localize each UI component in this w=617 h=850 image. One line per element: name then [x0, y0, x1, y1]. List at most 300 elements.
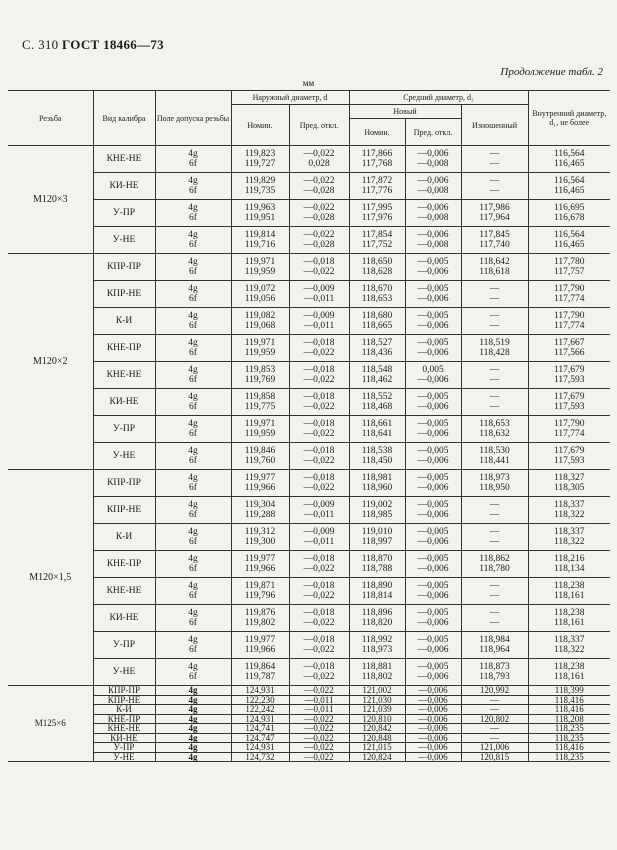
cell-value: 117,790	[554, 284, 585, 294]
cell-value: —	[489, 510, 500, 520]
col-thread: Резьба	[8, 91, 93, 146]
cell-value: —0,006	[417, 321, 449, 331]
cell-value: 119,769	[244, 375, 276, 385]
cell-value: 4g	[188, 257, 198, 267]
pitch-deviation-cell	[405, 497, 461, 524]
outer-deviation-cell	[289, 605, 349, 632]
pitch-worn-cell: 120,815	[461, 752, 528, 762]
inner-diameter-cell: 118,416	[528, 705, 610, 715]
pitch-nominal-cell	[349, 497, 405, 524]
cell-value: 6f	[189, 240, 197, 250]
pitch-deviation-cell	[405, 335, 461, 362]
outer-nominal-cell	[231, 389, 289, 416]
outer-deviation-cell	[289, 497, 349, 524]
cell-value: —0,005	[417, 284, 449, 294]
cell-value: 118,337	[554, 527, 585, 537]
gauge-type-cell: У-НЕ	[93, 752, 155, 762]
cell-value: 118,788	[361, 564, 393, 574]
cell-value: —	[489, 591, 500, 601]
tolerance-cell: 4g	[155, 695, 231, 705]
cell-value: 119,787	[244, 672, 276, 682]
pitch-deviation-cell: —0,006	[405, 686, 461, 696]
pitch-deviation-cell	[405, 308, 461, 335]
gauge-type-cell: КПР-НЕ	[93, 695, 155, 705]
pitch-worn-cell	[461, 470, 528, 497]
cell-value: —	[489, 365, 500, 375]
tolerance-cell	[155, 659, 231, 686]
cell-value: —0,006	[417, 618, 449, 628]
cell-value: 6f	[189, 159, 197, 169]
cell-value: 117,986	[479, 203, 510, 213]
outer-nominal-cell	[231, 362, 289, 389]
pitch-nominal-cell	[349, 605, 405, 632]
outer-nominal-cell: 124,741	[231, 724, 289, 734]
cell-value: —	[489, 284, 500, 294]
cell-value: 119,829	[244, 176, 276, 186]
gauge-type-cell: КИ-НЕ	[93, 389, 155, 416]
outer-nominal-cell	[231, 578, 289, 605]
cell-value: 119,876	[244, 608, 276, 618]
cell-value: 119,977	[244, 554, 276, 564]
cell-value: 6f	[189, 429, 197, 439]
outer-deviation-cell: —0,022	[289, 752, 349, 762]
cell-value: 117,566	[554, 348, 585, 358]
cell-value: 118,322	[554, 537, 585, 547]
pitch-deviation-cell	[405, 389, 461, 416]
cell-value: 118,960	[361, 483, 393, 493]
cell-value: 0,005	[422, 365, 444, 375]
cell-value: 118,161	[554, 591, 585, 601]
cell-value: 119,966	[244, 645, 276, 655]
gauge-type-cell: У-ПР	[93, 632, 155, 659]
table-row	[8, 173, 610, 200]
cell-value: 119,068	[244, 321, 276, 331]
cell-value: —0,022	[303, 402, 335, 412]
pitch-worn-cell	[461, 659, 528, 686]
pitch-nominal-cell	[349, 173, 405, 200]
gauge-dimensions-table	[8, 90, 610, 762]
pitch-deviation-cell	[405, 578, 461, 605]
cell-value: 118,462	[361, 375, 393, 385]
cell-value: —0,006	[417, 672, 449, 682]
cell-value: 118,964	[479, 645, 510, 655]
inner-diameter-cell: 118,416	[528, 695, 610, 705]
cell-value: —0,022	[303, 203, 335, 213]
cell-value: —0,006	[417, 483, 449, 493]
inner-diameter-cell	[528, 200, 610, 227]
cell-value: 118,436	[361, 348, 393, 358]
pitch-nominal-cell	[349, 308, 405, 335]
cell-value: —	[489, 537, 500, 547]
cell-value: —0,005	[417, 392, 449, 402]
cell-value: 4g	[188, 176, 198, 186]
cell-value: 119,971	[244, 419, 276, 429]
pitch-deviation-cell	[405, 551, 461, 578]
pitch-nominal-cell: 120,848	[349, 733, 405, 743]
tolerance-cell	[155, 632, 231, 659]
cell-value: 118,441	[479, 456, 510, 466]
outer-nominal-cell: 124,931	[231, 714, 289, 724]
cell-value: 6f	[189, 564, 197, 574]
cell-value: 118,641	[361, 429, 393, 439]
cell-value: 117,774	[554, 429, 585, 439]
cell-value: 4g	[188, 527, 198, 537]
tolerance-cell: 4g	[155, 714, 231, 724]
cell-value: 117,667	[554, 338, 585, 348]
page-header	[22, 37, 164, 53]
tolerance-cell: 4g	[155, 705, 231, 715]
pitch-nominal-cell: 121,002	[349, 686, 405, 696]
outer-nominal-cell	[231, 551, 289, 578]
cell-value: 119,288	[244, 510, 276, 520]
gauge-type-cell: КПР-ПР	[93, 470, 155, 497]
outer-nominal-cell	[231, 281, 289, 308]
outer-nominal-cell	[231, 470, 289, 497]
cell-value: 118,161	[554, 618, 585, 628]
gauge-type-cell: КИ-НЕ	[93, 173, 155, 200]
gauge-type-cell: К-И	[93, 308, 155, 335]
thread-group	[8, 254, 610, 470]
cell-value: 118,519	[479, 338, 510, 348]
outer-deviation-cell	[289, 632, 349, 659]
cell-value: 117,679	[554, 365, 585, 375]
cell-value: 116,564	[554, 176, 585, 186]
cell-value: —0,018	[303, 635, 335, 645]
cell-value: 117,780	[554, 257, 585, 267]
pitch-deviation-cell	[405, 470, 461, 497]
pitch-nominal-cell	[349, 524, 405, 551]
cell-value: 118,548	[361, 365, 393, 375]
cell-value: 119,871	[244, 581, 276, 591]
cell-value: —	[489, 294, 500, 304]
outer-deviation-cell: —0,022	[289, 724, 349, 734]
inner-diameter-cell	[528, 308, 610, 335]
table-row	[8, 605, 610, 632]
cell-value: 4g	[188, 284, 198, 294]
cell-value: —0,006	[417, 203, 449, 213]
gauge-type-cell: КНЕ-ПР	[93, 714, 155, 724]
cell-value: —0,005	[417, 581, 449, 591]
pitch-worn-cell	[461, 416, 528, 443]
cell-value: —0,022	[303, 429, 335, 439]
cell-value: 117,774	[554, 294, 585, 304]
pitch-deviation-cell	[405, 524, 461, 551]
cell-value: 119,002	[361, 500, 393, 510]
cell-value: —0,011	[303, 321, 335, 331]
table-row	[8, 578, 610, 605]
cell-value: —0,018	[303, 662, 335, 672]
cell-value: 0,028	[308, 159, 330, 169]
cell-value: —0,011	[303, 294, 335, 304]
tolerance-cell	[155, 416, 231, 443]
cell-value: 4g	[188, 365, 198, 375]
inner-diameter-cell	[528, 416, 610, 443]
cell-value: 4g	[188, 500, 198, 510]
cell-value: 117,790	[554, 419, 585, 429]
cell-value: —0,009	[303, 500, 335, 510]
cell-value: 4g	[188, 338, 198, 348]
cell-value: 118,327	[554, 473, 585, 483]
cell-value: 117,976	[361, 213, 393, 223]
cell-value: 117,593	[554, 456, 585, 466]
pitch-worn-cell	[461, 200, 528, 227]
pitch-deviation-cell: —0,006	[405, 724, 461, 734]
pitch-nominal-cell: 121,015	[349, 743, 405, 753]
cell-value: 119,959	[244, 348, 276, 358]
tolerance-cell: 4g	[155, 686, 231, 696]
cell-value: —0,008	[417, 213, 449, 223]
cell-value: 4g	[188, 149, 198, 159]
cell-value: —0,022	[303, 456, 335, 466]
cell-value: —0,006	[417, 267, 449, 277]
outer-deviation-cell	[289, 551, 349, 578]
cell-value: 119,735	[244, 186, 276, 196]
cell-value: 4g	[188, 662, 198, 672]
cell-value: 118,780	[479, 564, 510, 574]
cell-value: 118,661	[361, 419, 393, 429]
cell-value: 119,963	[244, 203, 276, 213]
cell-value: 118,890	[361, 581, 393, 591]
tolerance-cell	[155, 254, 231, 281]
tolerance-cell	[155, 281, 231, 308]
cell-value: 119,304	[244, 500, 276, 510]
cell-value: 118,468	[361, 402, 393, 412]
tolerance-cell: 4g	[155, 724, 231, 734]
outer-deviation-cell	[289, 254, 349, 281]
cell-value: 6f	[189, 267, 197, 277]
cell-value: 119,775	[244, 402, 276, 412]
cell-value: —0,006	[417, 230, 449, 240]
cell-value: —	[489, 186, 500, 196]
cell-value: 118,653	[361, 294, 393, 304]
cell-value: —0,022	[303, 149, 335, 159]
gauge-type-cell: К-И	[93, 524, 155, 551]
cell-value: —0,006	[417, 375, 449, 385]
col-gauge-type: Вид калибра	[93, 91, 155, 146]
cell-value: 118,814	[361, 591, 393, 601]
cell-value: 118,984	[479, 635, 510, 645]
cell-value: 118,896	[361, 608, 393, 618]
cell-value: —	[489, 402, 500, 412]
cell-value: 118,862	[479, 554, 510, 564]
pitch-deviation-cell: —0,006	[405, 752, 461, 762]
gauge-type-cell: У-НЕ	[93, 659, 155, 686]
outer-nominal-cell	[231, 605, 289, 632]
table-row	[8, 146, 610, 173]
cell-value: —0,022	[303, 564, 335, 574]
outer-deviation-cell: —0,022	[289, 714, 349, 724]
pitch-worn-cell: —	[461, 733, 528, 743]
gauge-type-cell: КНЕ-НЕ	[93, 146, 155, 173]
outer-deviation-cell	[289, 173, 349, 200]
gauge-type-cell: КНЕ-ПР	[93, 335, 155, 362]
pitch-nominal-cell: 120,824	[349, 752, 405, 762]
cell-value: 117,866	[361, 149, 393, 159]
inner-diameter-cell	[528, 578, 610, 605]
col-tolerance: Поле допуска резьбы	[155, 91, 231, 146]
cell-value: 117,845	[479, 230, 510, 240]
cell-value: 119,082	[244, 311, 276, 321]
table-row	[8, 281, 610, 308]
cell-value: 118,450	[361, 456, 393, 466]
cell-value: 118,985	[361, 510, 393, 520]
pitch-worn-cell	[461, 254, 528, 281]
gauge-type-cell: У-ПР	[93, 416, 155, 443]
cell-value: 6f	[189, 402, 197, 412]
cell-value: —0,005	[417, 662, 449, 672]
table-row	[8, 659, 610, 686]
gauge-type-cell: КНЕ-НЕ	[93, 578, 155, 605]
cell-value: —0,006	[417, 176, 449, 186]
inner-diameter-cell	[528, 551, 610, 578]
cell-value: 118,653	[479, 419, 510, 429]
cell-value: 118,527	[361, 338, 393, 348]
pitch-worn-cell: —	[461, 724, 528, 734]
inner-diameter-cell: 118,235	[528, 733, 610, 743]
cell-value: —	[489, 500, 500, 510]
cell-value: 118,873	[479, 662, 510, 672]
outer-nominal-cell: 124,732	[231, 752, 289, 762]
inner-diameter-cell	[528, 362, 610, 389]
outer-deviation-cell	[289, 146, 349, 173]
cell-value: 118,337	[554, 500, 585, 510]
cell-value: 6f	[189, 321, 197, 331]
gauge-type-cell: КПР-ПР	[93, 254, 155, 281]
pitch-deviation-cell	[405, 605, 461, 632]
cell-value: 118,322	[554, 645, 585, 655]
pitch-deviation-cell	[405, 632, 461, 659]
pitch-nominal-cell: 121,030	[349, 695, 405, 705]
cell-value: 117,757	[554, 267, 585, 277]
cell-value: 6f	[189, 186, 197, 196]
tolerance-cell: 4g	[155, 743, 231, 753]
cell-value: 6f	[189, 294, 197, 304]
tolerance-cell: 4g	[155, 752, 231, 762]
cell-value: 6f	[189, 537, 197, 547]
pitch-nominal-cell: 120,810	[349, 714, 405, 724]
inner-diameter-cell: 118,235	[528, 724, 610, 734]
table-continuation-note: Продолжение табл. 2	[500, 66, 603, 78]
cell-value: 116,564	[554, 149, 585, 159]
cell-value: 118,161	[554, 672, 585, 682]
cell-value: —	[489, 581, 500, 591]
cell-value: 4g	[188, 311, 198, 321]
cell-value: 119,716	[244, 240, 276, 250]
table-row	[8, 389, 610, 416]
pitch-deviation-cell: —0,006	[405, 743, 461, 753]
cell-value: —0,005	[417, 635, 449, 645]
cell-value: —0,018	[303, 338, 335, 348]
outer-nominal-cell	[231, 254, 289, 281]
cell-value: 118,973	[361, 645, 393, 655]
gauge-type-cell: У-НЕ	[93, 443, 155, 470]
cell-value: 118,997	[361, 537, 393, 547]
cell-value: 117,752	[361, 240, 393, 250]
cell-value: 116,465	[554, 240, 585, 250]
cell-value: —0,018	[303, 473, 335, 483]
cell-value: —0,022	[303, 672, 335, 682]
thread-label: М125×6	[8, 686, 93, 762]
tolerance-cell	[155, 443, 231, 470]
tolerance-cell	[155, 173, 231, 200]
col-pitch-diameter: Средний диаметр, d₂	[349, 91, 528, 105]
outer-deviation-cell: —0,022	[289, 686, 349, 696]
cell-value: 116,695	[554, 203, 585, 213]
pitch-worn-cell: —	[461, 705, 528, 715]
cell-value: 119,300	[244, 537, 276, 547]
inner-diameter-cell: 118,399	[528, 686, 610, 696]
pitch-nominal-cell	[349, 146, 405, 173]
pitch-nominal-cell	[349, 200, 405, 227]
cell-value: 119,823	[244, 149, 276, 159]
cell-value: 119,760	[244, 456, 276, 466]
table-row	[8, 200, 610, 227]
cell-value: 119,959	[244, 267, 276, 277]
cell-value: 117,872	[361, 176, 393, 186]
cell-value: 118,670	[361, 284, 393, 294]
cell-value: 118,881	[361, 662, 393, 672]
cell-value: —0,008	[417, 159, 449, 169]
cell-value: —0,022	[303, 591, 335, 601]
cell-value: 118,802	[361, 672, 393, 682]
cell-value: 4g	[188, 446, 198, 456]
cell-value: —0,028	[303, 213, 335, 223]
cell-value: 119,802	[244, 618, 276, 628]
tolerance-cell	[155, 227, 231, 254]
cell-value: —0,006	[417, 429, 449, 439]
table-row	[8, 416, 610, 443]
pitch-deviation-cell	[405, 362, 461, 389]
cell-value: 118,538	[361, 446, 393, 456]
inner-diameter-cell	[528, 227, 610, 254]
outer-nominal-cell	[231, 146, 289, 173]
cell-value: —0,028	[303, 240, 335, 250]
outer-deviation-cell	[289, 281, 349, 308]
tolerance-cell	[155, 497, 231, 524]
cell-value: —0,022	[303, 348, 335, 358]
outer-deviation-cell	[289, 578, 349, 605]
gauge-type-cell: К-И	[93, 705, 155, 715]
cell-value: 119,977	[244, 473, 276, 483]
cell-value: —0,006	[417, 591, 449, 601]
pitch-deviation-cell	[405, 146, 461, 173]
outer-deviation-cell	[289, 308, 349, 335]
table-row	[8, 335, 610, 362]
cell-value: —0,005	[417, 473, 449, 483]
cell-value: 118,552	[361, 392, 393, 402]
pitch-worn-cell	[461, 389, 528, 416]
pitch-deviation-cell	[405, 200, 461, 227]
outer-nominal-cell	[231, 443, 289, 470]
cell-value: 4g	[188, 635, 198, 645]
table-row	[8, 724, 610, 734]
gauge-type-cell: КИ-НЕ	[93, 733, 155, 743]
cell-value: 118,618	[479, 267, 510, 277]
inner-diameter-cell: 118,416	[528, 743, 610, 753]
cell-value: 118,642	[479, 257, 510, 267]
gauge-type-cell: КНЕ-НЕ	[93, 362, 155, 389]
tolerance-cell	[155, 470, 231, 497]
pitch-deviation-cell: —0,006	[405, 705, 461, 715]
cell-value: —0,006	[417, 149, 449, 159]
cell-value: —	[489, 375, 500, 385]
col-outer-deviation: Пред. откл.	[289, 105, 349, 146]
cell-value: —0,018	[303, 608, 335, 618]
cell-value: 118,820	[361, 618, 393, 628]
cell-value: 118,950	[479, 483, 510, 493]
cell-value: —	[489, 392, 500, 402]
cell-value: 6f	[189, 348, 197, 358]
